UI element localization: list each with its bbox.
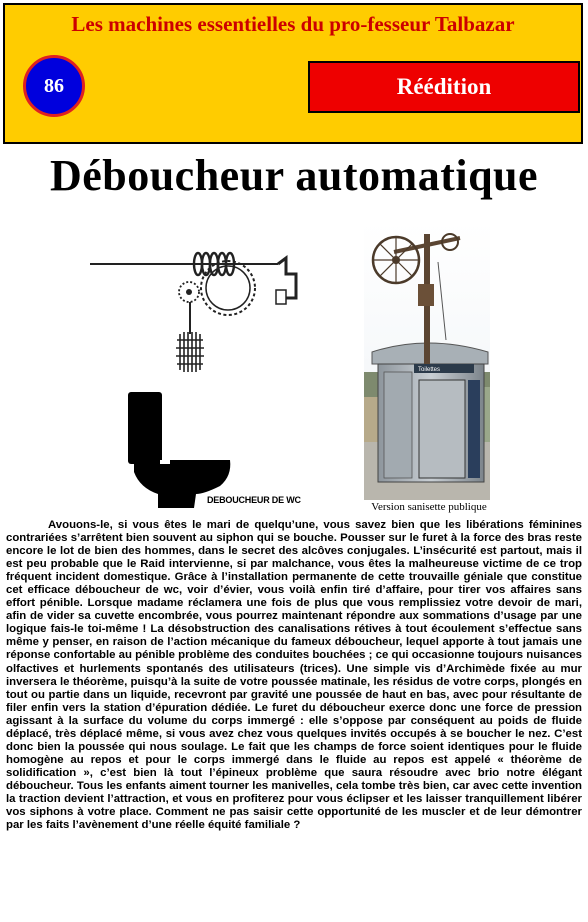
issue-number-badge — [23, 55, 85, 117]
article-body: Avouons-le, si vous êtes le mari de quelqu’une, vous savez bien que les libérations féminines contrariées s’arrêtent bien souvent au siphon qui se bouche. Pousser sur le furet à la force des bras reste encore le lot de bien des hommes, dans le secret des alcôves conjugales. L’insécurité est partout, mais il est peu probable que le Raid intervienne, si par malchance, vous êtes la malheureuse victime de ce trop fréquent incident domestique. Grâce à l’installation permanente de cette trouvaille géniale que constitue cet efficace déboucheur de wc, voir d’évier, vous voilà enfin tiré d’affaire, pour tirer vos affaires sans effort pénible. Lorsque madame réclamera une fois de plus que vous remplissiez votre devoir de mari, afin de vider sa cuvette encombrée, vous pourrez maintenant répondre aux sommations d’usage par une logique fais-le toi-même ! La désobstruction des canalisations rétives à tout écoulement s’effectue sans même y penser, en raison de l’action mécanique du fameux déboucheur, lequel apporte à tout jamais une réponse confortable au pénible problème des conduites bouchées ; ce qui occasionne toujours nuisances olfactives et hurlements spontanés des utilisateurs (trices). Une simple vis d’Archimède fixée au mur inversera le théorème, puisqu’à la suite de votre poussée matinale, les résidus de votre corps, plongés en tout ou partie dans un liquide, recevront par gravité une poussée de haut en bas, avec pour résultante de filer enfin vers la station d’épuration dédiée. Le furet du déboucheur exerce donc une force de pression agissant à la surface du volume du corps immergé : elle s’oppose par conséquent au poids de fluide déplacé, très déplacé même, si vous avez chez vous quelques invités occupés à se boucher le nez. C’est donc bien la poussée qui nous soulage. Le fait que les champs de force soient identiques pour le fluide homogène au repos et pour le corps immergé dans le fluide au repos est appelé « théorème de solidification », c’est bien là tout l’épineux problème que saura résoudre avec brio notre élégant déboucheur. Tous les enfants aiment tourner les manivelles, cela tombe très bien, car avec cette invention la traction devient l’attraction, et vous en profiterez pour vous éclipser et les laisser tranquillement libérer vos siphons à votre place. Comment ne pas saisir cette opportunité de les muscler et de leur démontrer par les faits l’avènement d’une réelle équité familiale ? — [6, 519, 582, 832]
page-title: Déboucheur automatique — [49, 151, 539, 200]
header-banner — [3, 3, 583, 144]
toilet-sign: Toilettes — [418, 367, 441, 373]
wc-figure-caption: DEBOUCHEUR DE WC — [207, 495, 301, 505]
reedition-label: Réédition — [396, 74, 492, 99]
photo-caption: Version sanisette publique — [371, 501, 487, 513]
public-toilet-photo — [364, 222, 490, 500]
series-title: Les machines essentielles du pro-fesseur Talbazar — [71, 12, 515, 36]
toilet-unclogger-illustration — [80, 222, 320, 512]
reedition-badge — [308, 61, 580, 113]
issue-number: 86 — [44, 74, 64, 97]
